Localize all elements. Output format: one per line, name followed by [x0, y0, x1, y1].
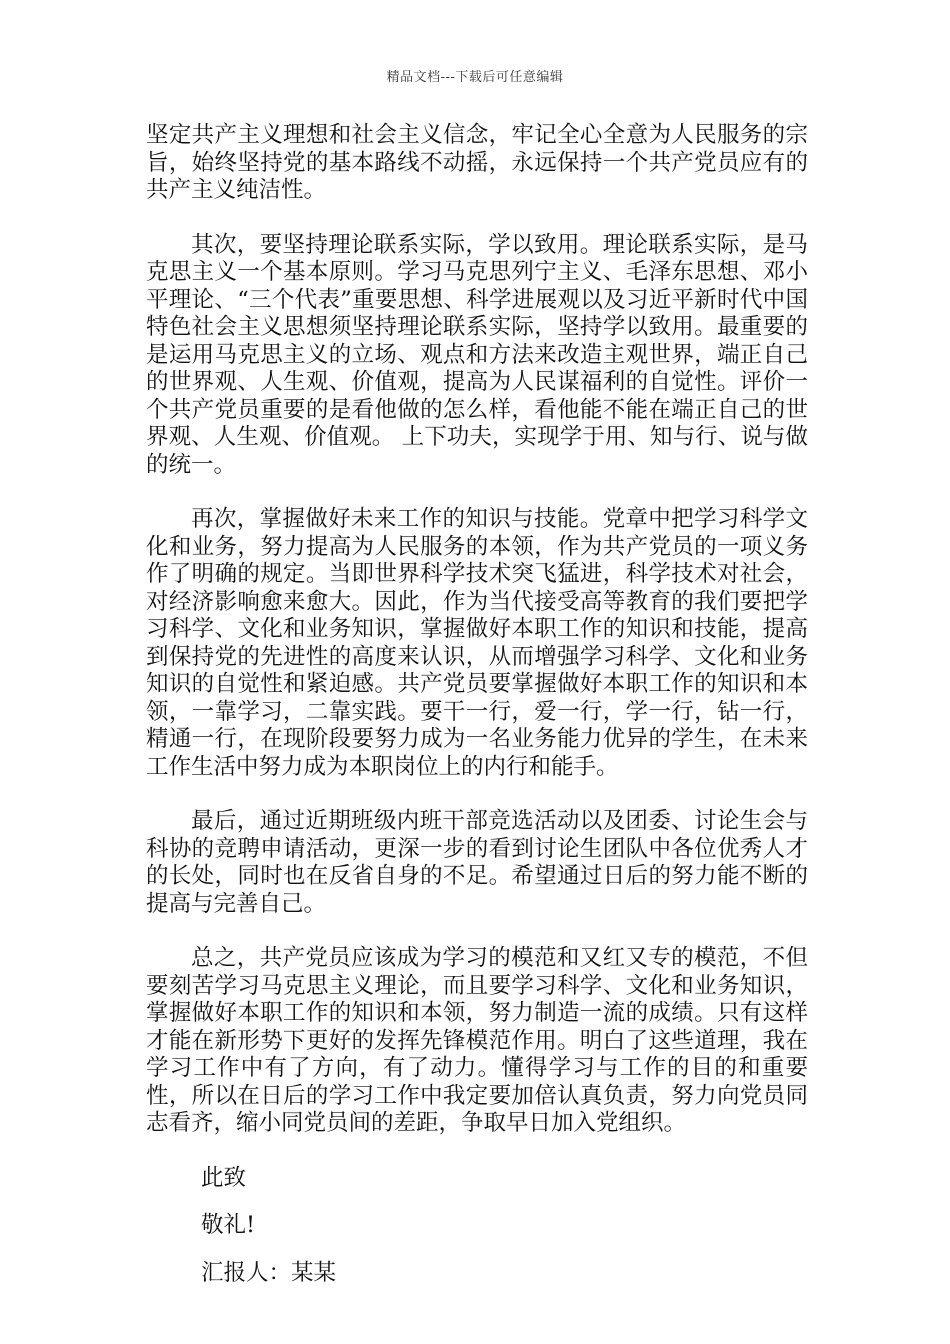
paragraph-4: 最后，通过近期班级内班干部竞选活动以及团委、讨论生会与科协的竞聘申请活动，更深一步的看到讨论生团队中各位优秀人才的长处，同时也在反省自身的不足。希望通过日后的努力能不断的提高与完善自己。 — [146, 808, 808, 917]
page-header: 精品文档---下载后可任意编辑 — [386, 70, 564, 85]
reporter-signature: 汇报人：某某 — [201, 1259, 337, 1286]
paragraph-1: 坚定共产主义理想和社会主义信念，牢记全心全意为人民服务的宗旨，始终坚持党的基本路线不动摇，永远保持一个共产党员应有的共产主义纯洁性。 — [146, 122, 808, 203]
paragraph-5: 总之，共产党员应该成为学习的模范和又红又专的模范，不但要刻苦学习马克思主义理论，而且要学习科学、文化和业务知识，掌握做好本职工作的知识和本领，努力制造一流的成绩。只有这样才能在新形势下更好的发挥先锋模范作用。明白了这些道理，我在学习工作中有了方向，有了动力。懂得学习与工作的目的和重要性，所以在日后的学习工作中我定要加倍认真负责，努力向党员同志看齐，缩小同党员间的差距，争取早日加入党组织。 — [146, 945, 808, 1136]
paragraph-3: 再次，掌握做好未来工作的知识与技能。党章中把学习科学文化和业务，努力提高为人民服务的本领，作为共产党员的一项义务作了明确的规定。当即世界科学技术突飞猛进，科学技术对社会，对经济影响愈来愈大。因此，作为当代接受高等教育的我们要把学习科学、文化和业务知识，掌握做好本职工作的知识和技能，提高到保持党的先进性的高度来认识，从而增强学习科学、文化和业务知识的自觉性和紧迫感。共产党员要掌握做好本职工作的知识和本领，一靠学习，二靠实践。要干一行，爱一行，学一行，钻一行，精通一行，在现阶段要努力成为一名业务能力优异的学生，在未来工作生活中努力成为本职岗位上的内行和能手。 — [146, 506, 808, 780]
paragraph-2: 其次，要坚持理论联系实际，学以致用。理论联系实际，是马克思主义一个基本原则。学习马克思列宁主义、毛泽东思想、邓小平理论、“三个代表”重要思想、科学进展观以及习近平新时代中国特色社会主义思想须坚持理论联系实际，坚持学以致用。最重要的是运用马克思主义的立场、观点和方法来改造主观世界，端正自己的世界观、人生观、价值观，提高为人民谋福利的自觉性。评价一个共产党员重要的是看他做的怎么样，看他能不能在端正自己的世界观、人生观、价值观。 上下功夫，实现学于用、知与行、说与做的统一。 — [146, 231, 808, 478]
closing-salutation: 此致 — [201, 1164, 247, 1191]
document-body — [146, 122, 808, 1287]
closing-regards: 敬礼! — [201, 1212, 256, 1238]
